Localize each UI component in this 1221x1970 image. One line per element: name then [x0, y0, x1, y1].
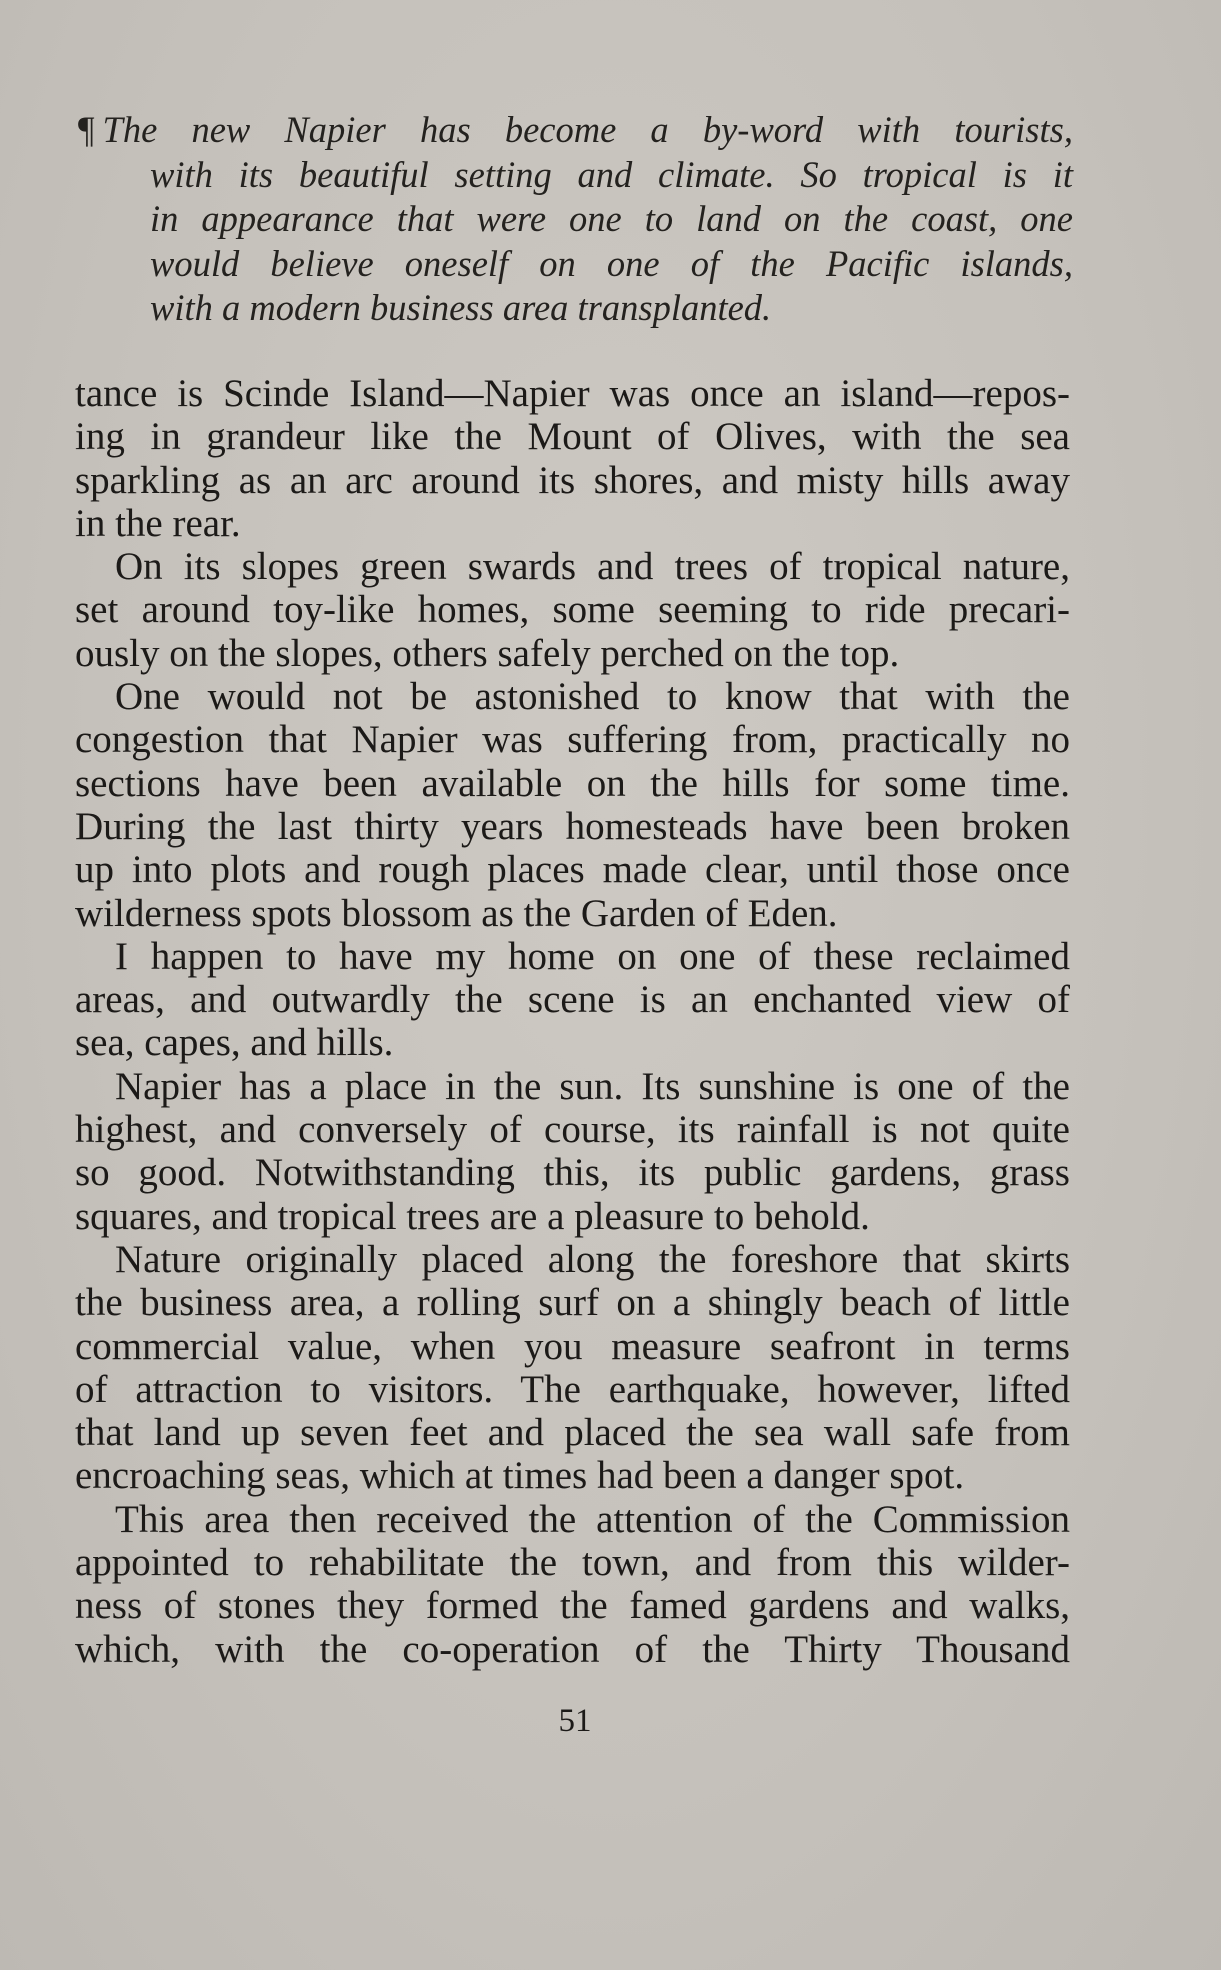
text-line: appointed to rehabilitate the town, and from this wilder- — [75, 1541, 1070, 1585]
caption-line-3: in appearance that were one to land on the coast, one — [150, 198, 1073, 239]
text-line: Napier has a place in the sun. Its sunshine is one of the — [115, 1064, 1070, 1108]
text-line: set around toy-like homes, some seeming to ride precari- — [75, 588, 1070, 632]
text-line: I happen to have my home on one of these reclaimed — [115, 934, 1070, 978]
text-line: which, with the co-operation of the Thirty Thousand — [75, 1627, 1070, 1671]
text-line: ness of stones they formed the famed gardens and walks, — [75, 1584, 1070, 1628]
caption-line-5: with a modern business area transplanted. — [150, 287, 772, 328]
text-line: On its slopes green swards and trees of tropical nature, — [115, 545, 1070, 589]
text-line: up into plots and rough places made clear, until those once — [75, 848, 1070, 892]
pilcrow-mark: ¶ — [78, 109, 95, 150]
text-line: that land up seven feet and placed the sea wall safe from — [75, 1411, 1070, 1455]
photo-caption — [78, 108, 1073, 331]
text-line: Nature originally placed along the foreshore that skirts — [115, 1237, 1070, 1281]
text-line: commercial value, when you measure seafront in terms — [75, 1324, 1070, 1368]
text-line: ously on the slopes, others safely perched on the top. — [75, 631, 900, 675]
text-line: This area then received the attention of the Commission — [115, 1497, 1070, 1541]
text-line: ing in grandeur like the Mount of Olives, with the sea — [75, 415, 1070, 459]
caption-line-2: with its beautiful setting and climate. So tropical is it — [150, 153, 1073, 195]
text-line: congestion that Napier was suffering from, practically no — [75, 718, 1070, 762]
text-line: in the rear. — [75, 501, 241, 545]
text-line: tance is Scinde Island—Napier was once an island—repos- — [75, 372, 1070, 415]
text-line: sea, capes, and hills. — [75, 1021, 394, 1065]
body-text — [75, 372, 1070, 1671]
text-line: of attraction to visitors. The earthquake, however, lifted — [75, 1367, 1070, 1411]
page-number: 51 — [558, 1703, 592, 1739]
text-line: During the last thirty years homesteads have been broken — [75, 804, 1070, 848]
text-line: areas, and outwardly the scene is an enchanted view of — [75, 978, 1070, 1022]
text-line: wilderness spots blossom as the Garden of Eden. — [75, 891, 838, 935]
text-line: the business area, a rolling surf on a shingly beach of little — [75, 1281, 1070, 1325]
text-line: sparkling as an arc around its shores, and misty hills away — [75, 458, 1070, 502]
text-line: so good. Notwithstanding this, its public gardens, grass — [75, 1151, 1070, 1195]
text-line: highest, and conversely of course, its rainfall is not quite — [75, 1108, 1070, 1152]
caption-line-1: ¶ The new Napier has become a by-word with tourists, — [78, 108, 1073, 153]
caption-line-4: would believe oneself on one of the Pacific islands, — [150, 242, 1073, 284]
text-line: squares, and tropical trees are a pleasure to behold. — [75, 1194, 870, 1238]
text-line: encroaching seas, which at times had been a danger spot. — [75, 1454, 965, 1498]
text-line: sections have been available on the hills for some time. — [75, 761, 1070, 805]
text-line: One would not be astonished to know that with the — [115, 675, 1070, 719]
